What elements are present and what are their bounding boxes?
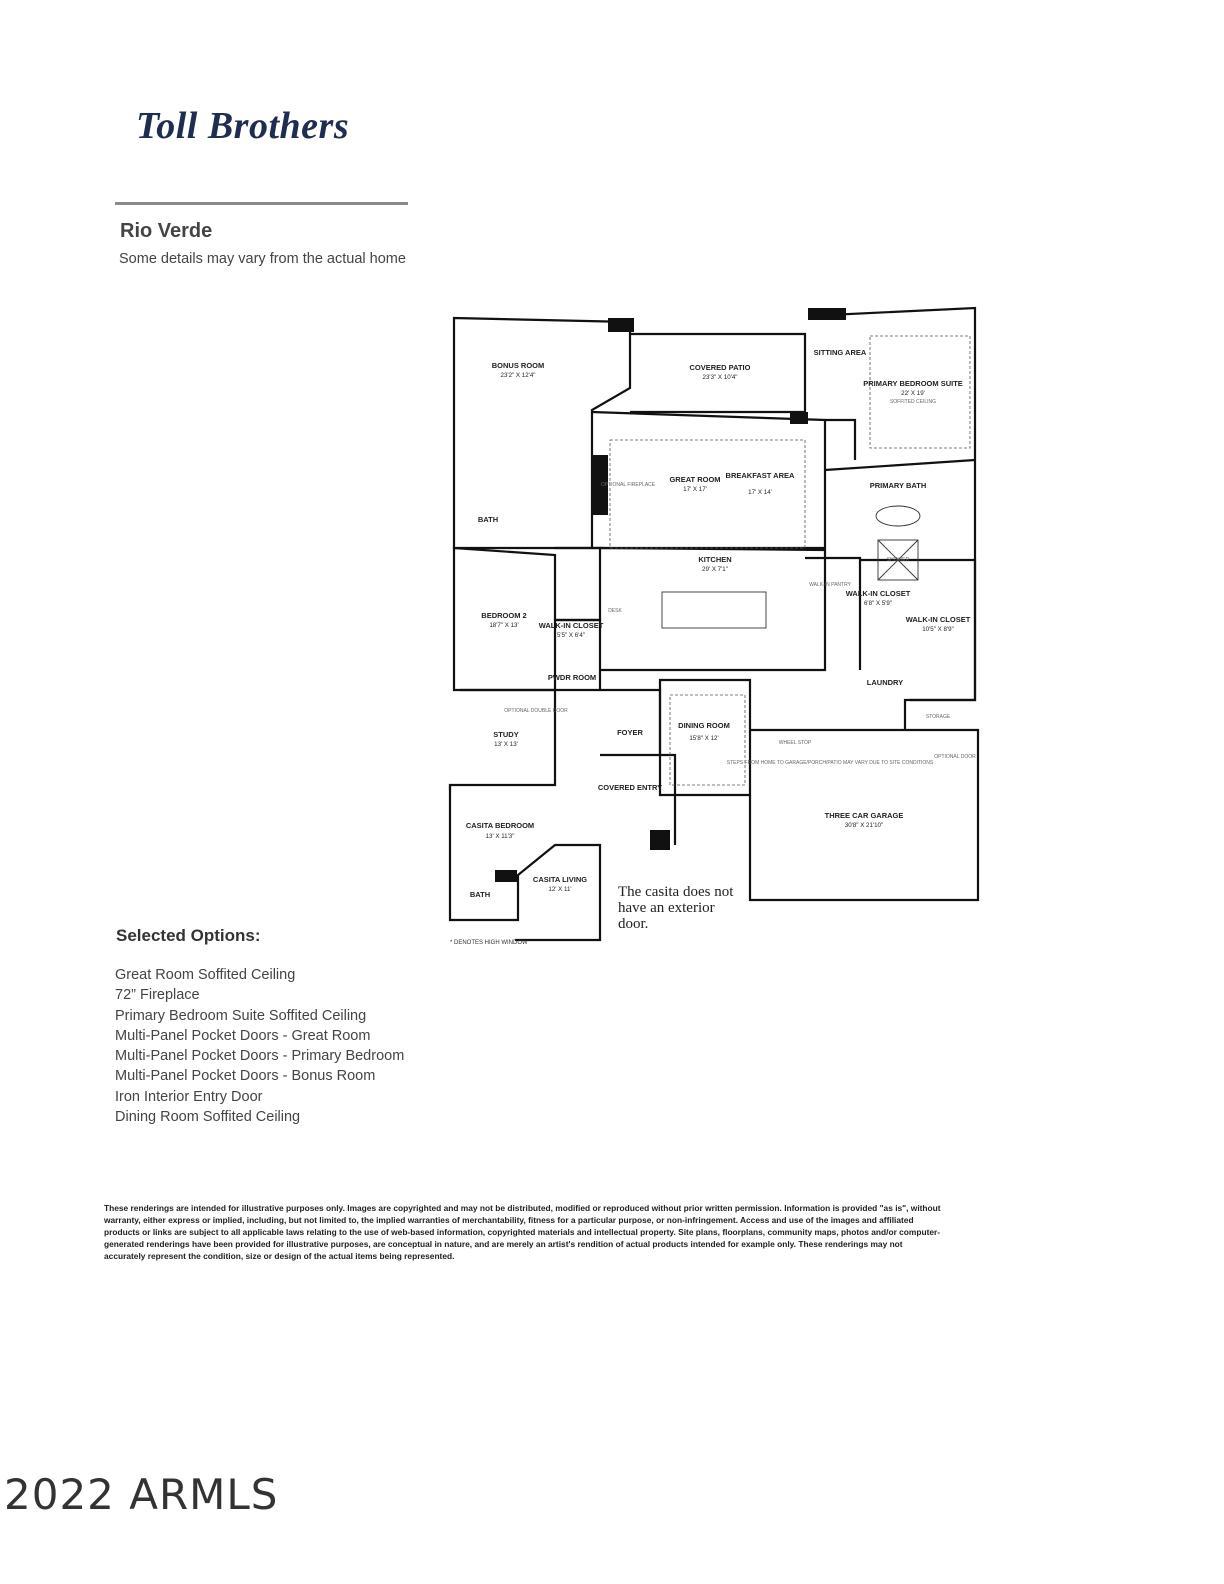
room-dim-casita-living: 12' X 11' [548, 886, 572, 893]
room-label-foyer: FOYER [617, 728, 643, 737]
subtitle: Some details may vary from the actual home [119, 251, 406, 267]
room-label-bath: BATH [477, 515, 499, 524]
room-dim-casita-bedroom: 13' X 11'3" [485, 833, 515, 840]
room-label-bonus-room: BONUS ROOM [491, 361, 545, 370]
room-label-casita-living: CASITA LIVING [532, 875, 588, 884]
room-label-powder: PWDR ROOM [547, 673, 597, 682]
brand-logo: Toll Brothers [136, 105, 350, 147]
room-dim-wic-1: 5'5" X 6'4" [556, 632, 586, 639]
option-item: Multi-Panel Pocket Doors - Great Room [115, 1027, 371, 1044]
room-label-laundry: LAUNDRY [866, 678, 904, 687]
note-pantry: WALK-IN PANTRY [809, 582, 851, 588]
room-label-covered-patio: COVERED PATIO [689, 363, 751, 372]
room-label-garage: THREE CAR GARAGE [824, 811, 904, 820]
room-label-wic-3: WALK-IN CLOSET [905, 615, 971, 624]
room-label-primary-bath: PRIMARY BATH [869, 481, 927, 490]
room-label-wic-1: WALK-IN CLOSET [538, 621, 604, 630]
option-item: Iron Interior Entry Door [115, 1088, 263, 1105]
note-fireplace: OPTIONAL FIREPLACE [600, 482, 656, 488]
room-label-casita-bedroom: CASITA BEDROOM [465, 821, 535, 830]
selected-options-list [115, 965, 404, 1127]
note-garage-steps: STEPS FROM HOME TO GARAGE/PORCH/PATIO MAY VARY DUE TO SITE CONDITIONS [726, 760, 934, 766]
note-desk: DESK [608, 608, 622, 614]
room-dim-breakfast: 17' X 14' [748, 489, 772, 496]
room-label-great-room: GREAT ROOM [669, 475, 721, 484]
room-dim-bonus-room: 23'2" X 12'4" [500, 372, 536, 379]
room-label-primary-suite: PRIMARY BEDROOM SUITE [863, 379, 963, 388]
room-label-sitting-area: SITTING AREA [813, 348, 867, 357]
room-label-wic-2: WALK-IN CLOSET [845, 589, 911, 598]
room-dim-covered-patio: 23'3" X 10'4" [702, 374, 738, 381]
room-label-bedroom-2: BEDROOM 2 [481, 611, 527, 620]
room-label-breakfast: BREAKFAST AREA [725, 471, 795, 480]
note-double-door: OPTIONAL DOUBLE DOOR [504, 708, 568, 714]
legal-disclaimer: These renderings are intended for illustrative purposes only. Images are copyrighted and may not be distributed, modified or reproduced without prior written permission. Information is provided "as is", without warranty, either express or implied, including, but not limited to, the implied warranties of merchantability, fitness for a particular purpose, or non-infringement. Access and use of the images and affiliated products or links are subject to all applicable laws relating to the use of web-based information, copyrighted materials and intellectual property. Site plans, floorplans, community maps, photos and/or computer-generated renderings have been provided for illustrative purposes, are conceptual in nature, and are merely an artist's rendition of actual products intended for example only. These renderings may not accurately represent the condition, size or design of the actual items being represented. [104, 1203, 941, 1261]
option-item: Great Room Soffited Ceiling [115, 967, 296, 983]
room-dim-garage: 30'8" X 21'10" [844, 822, 884, 829]
room-dim-primary-suite: 22' X 19' [901, 390, 925, 397]
room-label-casita-bath: BATH [469, 890, 491, 899]
room-dim-kitchen: 29' X 7'1" [702, 566, 728, 573]
room-dim-great-room: 17' X 17' [683, 486, 707, 493]
option-item: 72” Fireplace [115, 987, 200, 1004]
note-optional-door: OPTIONAL DOOR [934, 754, 976, 760]
room-label-wheel-stop: WHEEL STOP [778, 740, 812, 746]
room-label-covered-entry: COVERED ENTRY [597, 783, 663, 792]
casita-note: The casita does not have an exterior door. [618, 884, 734, 932]
header-divider [115, 202, 408, 205]
option-item: Multi-Panel Pocket Doors - Primary Bedroom [115, 1048, 405, 1065]
selected-options-heading: Selected Options: [116, 926, 261, 945]
note-shower: SHOWER [886, 557, 910, 563]
note-soffited-primary: SOFFITED CEILING [889, 399, 937, 405]
option-item: Multi-Panel Pocket Doors - Bonus Room [115, 1068, 376, 1085]
room-dim-study: 13' X 13' [494, 741, 518, 748]
room-label-kitchen: KITCHEN [698, 555, 732, 564]
room-label-dining: DINING ROOM [678, 721, 730, 730]
option-item: Primary Bedroom Suite Soffited Ceiling [115, 1007, 367, 1024]
high-window-note: * DENOTES HIGH WINDOW [450, 940, 528, 946]
floor-plan [440, 300, 1000, 960]
room-dim-dining: 15'8" X 12' [689, 735, 719, 742]
model-name: Rio Verde [120, 220, 213, 242]
room-label-storage: STORAGE [925, 714, 951, 720]
room-dim-bedroom-2: 18'7" X 13' [489, 622, 519, 629]
watermark: 2022 ARMLS [4, 1470, 279, 1519]
room-dim-wic-2: 6'8" X 5'9" [863, 600, 893, 607]
option-item: Dining Room Soffited Ceiling [115, 1109, 301, 1126]
room-dim-wic-3: 10'5" X 8'9" [922, 626, 954, 633]
room-label-study: STUDY [493, 730, 519, 739]
